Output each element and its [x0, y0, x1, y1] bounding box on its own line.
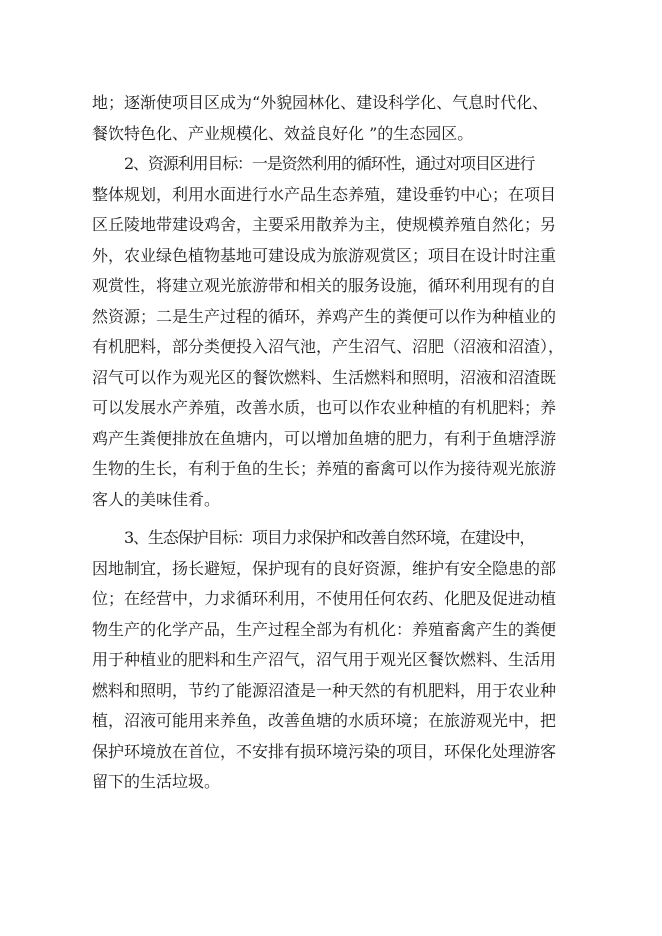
- text-line: 位；在经营中，力求循环利用，不使用任何农药、化肥及促进动植: [92, 589, 557, 608]
- text-line: 用于种植业的肥料和生产沼气，沼气用于观光区餐饮燃料、生活用: [92, 650, 557, 669]
- text-line: 整体规划，利用水面进行水产品生态养殖，建设垂钓中心；在项目: [92, 184, 557, 204]
- text-line: 物生产的化学产品，生产过程全部为有机化：养殖畜禽产生的粪便: [92, 619, 557, 639]
- text-line: 因地制宜，扬长避短，保护现有的良好资源，维护有安全隐患的部: [92, 558, 557, 578]
- text-line: 沼气可以作为观光区的餐饮燃料、生活燃料和照明，沼液和沼渣既: [92, 367, 557, 387]
- text-line: 可以发展水产养殖，改善水质，也可以作农业种植的有机肥料；养: [92, 398, 557, 417]
- document-body: [92, 88, 572, 798]
- text-line: 外，农业绿色植物基地可建设成为旅游观赏区；项目在设计时注重: [92, 245, 557, 265]
- paragraph-eco-goal: [92, 523, 572, 798]
- text-line: 然资源；二是生产过程的循环，养鸡产生的粪便可以作为种植业的: [92, 306, 557, 326]
- text-line: 保护环境放在首位，不安排有损环境污染的项目，环保化处理游客: [92, 741, 557, 761]
- text-line: 燃料和照明，节约了能源沼渣是一种天然的有机肥料，用于农业种: [92, 680, 557, 700]
- text-line: 地；逐渐使项目区成为“外貌园林化、建设科学化、气息时代化、: [92, 93, 549, 112]
- paragraph-resource-goal: [92, 149, 572, 515]
- text-line: 生物的生长，有利于鱼的生长；养殖的畜禽可以作为接待观光旅游: [92, 459, 557, 478]
- text-line: 鸡产生粪便排放在鱼塘内，可以增加鱼塘的肥力，有利于鱼塘浮游: [92, 428, 557, 448]
- paragraph-continuation: [92, 88, 572, 149]
- text-line: 客人的美味佳肴。: [92, 489, 221, 509]
- text-line: 植，沼液可能用来养鱼，改善鱼塘的水质环境；在旅游观光中，把: [92, 711, 557, 730]
- text-line: 留下的生活垃圾。: [92, 772, 221, 791]
- text-line: 观赏性，将建立观光旅游带和相关的服务设施，循环利用现有的自: [92, 276, 557, 295]
- text-line: 区丘陵地带建设鸡舍，主要采用散养为主，使规模养殖自然化；另: [92, 215, 557, 234]
- text-line: 3、生态保护目标：项目力求保护和改善自然环境，在建设中，: [124, 528, 535, 547]
- text-line: 有机肥料，部分类便投入沼气池，产生沼气、沼肥（沼液和沼渣），: [92, 337, 565, 356]
- text-line: 2、资源利用目标：一是资然利用的循环性，通过对项目区进行: [124, 154, 535, 173]
- text-line: 餐饮特色化、产业规模化、效益良好化 ”的生态园区。: [92, 123, 474, 143]
